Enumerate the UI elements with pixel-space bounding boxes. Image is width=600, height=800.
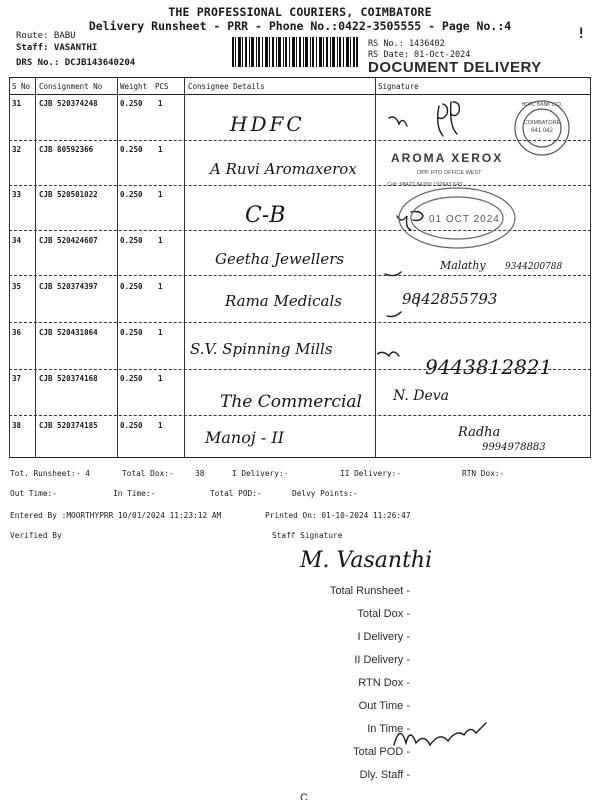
row-pcs: 1 [158,328,163,337]
table-top-border [9,77,591,78]
col-header-weight: Weight [120,82,148,91]
entered-by: Entered By :MOORTHYPRR 10/01/2024 11:23:12 AM [10,511,222,520]
printed-on: Printed On: 01-10-2024 11:26:47 [265,511,411,520]
row-sno: 33 [12,190,22,199]
document-delivery-stamp: DOCUMENT DELIVERY [368,59,542,76]
tot-runsheet: Tot. Runsheet:- 4 [10,469,90,478]
stamp-list-item: Total POD - [353,746,410,758]
hdfc-stamp-bank: HDFC BANK LTD. [521,102,563,108]
col-header-sno: S No [12,82,31,91]
staff-label: Staff: VASANTHI [16,43,98,53]
stamp-list-item: In Time - [367,723,410,735]
row-sno: 34 [12,236,22,245]
row-weight: 0.250 [120,99,143,108]
stamp-list-item: Total Dox - [357,608,410,620]
runsheet-subtitle: Delivery Runsheet - PRR - Phone No.:0422-3505555 - Page No.:4 [88,19,512,33]
row-consignment: CJB 520374168 [39,374,98,383]
row-sno: 36 [12,328,22,337]
sig-phone: 9994978883 [482,442,546,453]
consignee-handwritten: Geetha Jewellers [215,250,345,268]
sig-phone: 9344200788 [505,262,563,272]
row-consignment: CJB 520374248 [39,99,98,108]
sig-phone: 9443812821 [425,355,553,379]
rs-number: RS No.: 1436402 [368,39,445,49]
aroma-stamp-cell: Cell: 98422 84200 / 92643 643 [387,182,463,188]
col-border [590,78,591,458]
col-border [184,78,185,458]
row-sno: 32 [12,145,22,154]
row-consignment: CJB 520431064 [39,328,98,337]
table-bottom-border [9,457,591,458]
row-pcs: 1 [158,374,163,383]
corner-mark: ! [577,26,586,42]
consignee-handwritten: Rama Medicals [225,292,342,310]
hdfc-stamp-city: COIMBATORE [523,120,561,126]
row-consignment: CJB 520424607 [39,236,98,245]
consignee-handwritten: A Ruvi Aromaxerox [210,160,357,178]
row-pcs: 1 [158,145,163,154]
consignee-handwritten: Manoj - II [205,428,285,447]
stamp-list-item: Out Time - [358,700,410,712]
stamp-list-item: II Delivery - [354,654,410,666]
total-dox-value: 38 [195,469,205,478]
col-header-pcs: PCS [155,82,169,91]
row-sno: 35 [12,282,22,291]
consignee-handwritten: HDFC [230,112,305,136]
aroma-stamp-name: AROMA XEROX [391,151,504,165]
row-weight: 0.250 [120,190,143,199]
rtn-dox: RTN Dox:- [462,469,505,478]
sig-name: Malathy [440,259,486,272]
stamp-list-item: I Delivery - [357,631,410,643]
row-pcs: 1 [158,282,163,291]
row-weight: 0.250 [120,421,143,430]
row-pcs: 1 [158,421,163,430]
col-border [375,78,376,458]
staff-signature-handwritten: M. Vasanthi [300,548,433,573]
sig-name: Radha [458,425,501,440]
row-consignment: CJB 520501022 [39,190,98,199]
staff-signature-scribble [390,715,500,755]
row-pcs: 1 [158,190,163,199]
total-dox-label: Total Dox:- [122,469,174,478]
verified-by: Verified By [10,531,62,540]
col-header-consignment: Consignment No [39,82,103,91]
row-weight: 0.250 [120,145,143,154]
delvy-points: Delvy Points:- [292,489,358,498]
row-pcs: 1 [158,236,163,245]
row-consignment: CJB 520374397 [39,282,98,291]
date-stamp-text: 01 OCT 2024 [429,214,500,225]
table-header-border [9,94,591,95]
in-time: In Time:- [113,489,156,498]
total-pod: Total POD:- [210,489,262,498]
row-weight: 0.250 [120,282,143,291]
hdfc-stamp-code: 641 042 [531,128,553,134]
consignee-handwritten: S.V. Spinning Mills [190,340,333,358]
consignee-handwritten: The Commercial [220,392,362,412]
row-consignment: CJB 520374185 [39,421,98,430]
col-border [9,78,10,458]
col-border [117,78,118,458]
row-weight: 0.250 [120,374,143,383]
i-delivery: I Delivery:- [232,469,289,478]
row-weight: 0.250 [120,236,143,245]
row-consignment: CJB 80592366 [39,145,94,154]
stamp-list [300,580,410,800]
sig-name: N. Deva [393,388,450,404]
ii-delivery: II Delivery:- [340,469,402,478]
stamp-list-item: Total Runsheet - [329,585,410,597]
out-time: Out Time:- [10,489,57,498]
rs-date: RS Date: 01-Oct-2024 [368,50,471,60]
consignee-handwritten: C-B [245,203,286,228]
staff-signature-label: Staff Signature [272,531,343,540]
col-border [35,78,36,458]
stamp-list-item: Dly. Staff - [359,769,410,781]
col-header-signature: Signature [378,82,419,91]
row-sno: 38 [12,421,22,430]
row-weight: 0.250 [120,328,143,337]
col-header-consignee: Consignee Details [188,82,265,91]
row-sno: 31 [12,99,22,108]
row-sno: 37 [12,374,22,383]
row-pcs: 1 [158,99,163,108]
drs-number: DRS No.: DCJB143640204 [16,58,136,68]
route-label: Route: BABU [16,31,76,41]
stamp-list-item: C [300,792,308,800]
stamp-list-item: RTN Dox - [358,677,410,689]
company-title: THE PROFESSIONAL COURIERS, COIMBATORE [168,5,432,19]
aroma-stamp-line: OPP. RTO OFFICE WEST [417,170,482,176]
barcode-icon [232,37,358,67]
sig-phone: 9842855793 [402,290,498,308]
